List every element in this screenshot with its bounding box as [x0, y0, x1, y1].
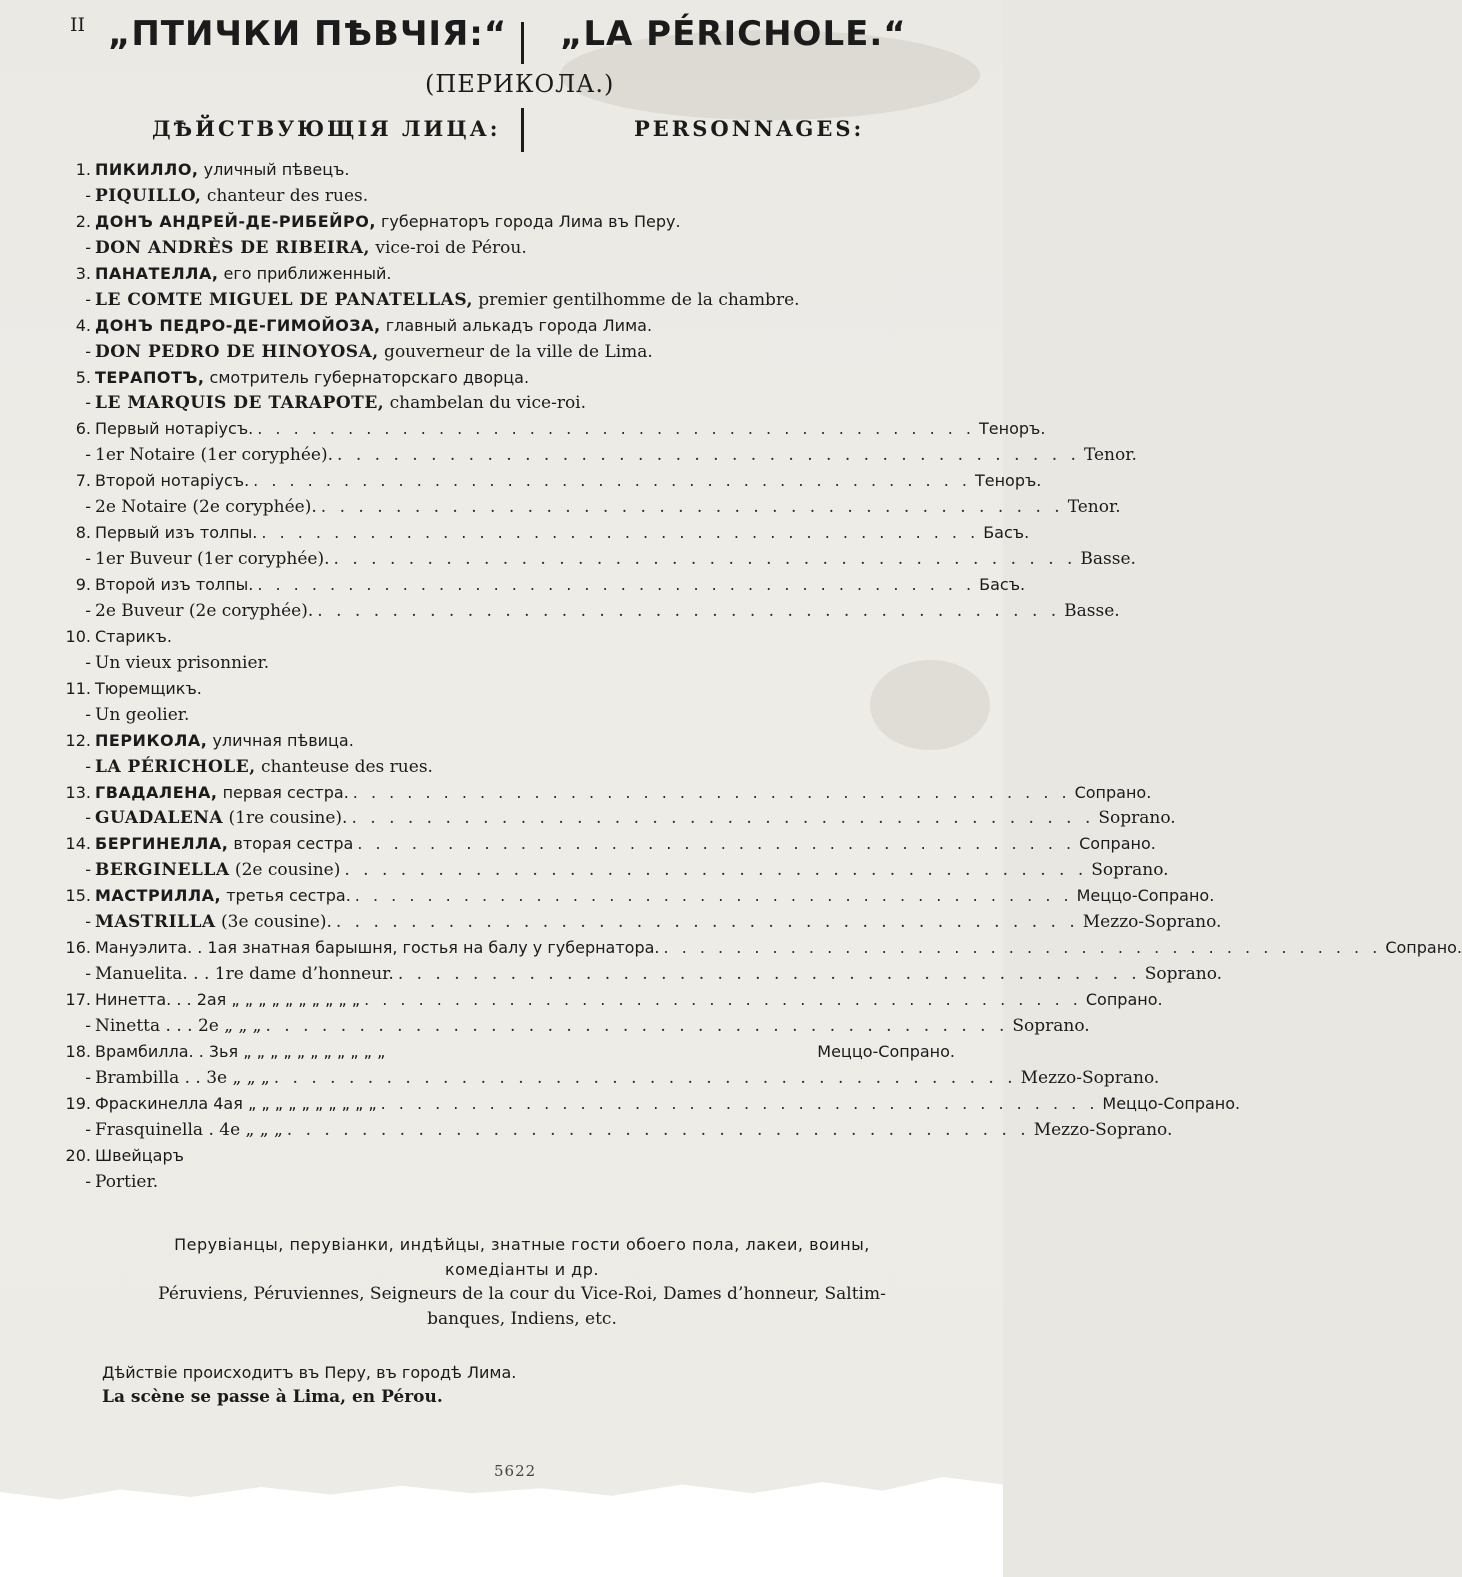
- cast-text: [95, 964, 394, 984]
- cast-number: -: [85, 860, 91, 881]
- cast-number: 11.: [65, 678, 91, 698]
- cast-row: [60, 912, 1222, 938]
- voice-type: Сопрано.: [1074, 782, 1152, 802]
- cast-number: 9.: [75, 575, 91, 594]
- cast-row: [60, 1119, 1173, 1146]
- cast-text: [95, 886, 351, 905]
- cast-number: 2.: [75, 211, 91, 231]
- cast-list: [60, 160, 1462, 1198]
- character-description: Мануэлита. . 1ая знатная барышня, гостья на балу у губернатора.: [95, 938, 660, 958]
- character-description: (3e cousine).: [215, 912, 332, 933]
- character-name: ДОНЪ АНДРЕЙ-ДЕ-РИБЕЙРО,: [95, 211, 376, 231]
- voice-type: Сопрано.: [1085, 990, 1163, 1009]
- character-description: Un vieux prisonnier.: [95, 652, 270, 673]
- character-description: первая сестра.: [217, 782, 349, 802]
- cast-number: 3.: [75, 263, 91, 283]
- cast-row: [60, 549, 1136, 575]
- extras-ru-line2: комедіанты и др.: [445, 1260, 599, 1279]
- title-russian: „ПТИЧКИ ПѢВЧІЯ:“: [108, 14, 508, 54]
- cast-text: [95, 601, 313, 621]
- dot-leader: . . . . . . . . . . . . . . . . . . . . . . . . . . . . . . . . . . . . . . . .: [380, 1093, 1099, 1113]
- voice-type: Меццо-Сопрано.: [1076, 886, 1215, 906]
- cast-row: [60, 808, 1176, 834]
- cast-row: [60, 160, 955, 186]
- cast-row: [60, 964, 1223, 990]
- voice-type: Tenor.: [1083, 445, 1137, 466]
- cast-number: -: [85, 808, 91, 829]
- cast-row: [60, 600, 1120, 627]
- cast-text: [95, 471, 249, 490]
- character-description: gouverneur de la ville de Lima.: [378, 341, 653, 362]
- cast-number: -: [85, 1067, 91, 1088]
- cast-number: -: [85, 704, 91, 725]
- cast-number: -: [85, 289, 91, 310]
- character-description: Тюремщикъ.: [95, 678, 202, 698]
- cast-number: 6.: [75, 419, 91, 439]
- cast-text: [95, 212, 681, 231]
- cast-number: -: [85, 1015, 91, 1036]
- scene-note: [102, 1360, 516, 1410]
- character-name: PIQUILLO,: [95, 185, 202, 206]
- cast-text: [95, 523, 257, 542]
- cast-text: [95, 860, 340, 880]
- cast-text: [95, 160, 350, 179]
- character-description: его приближенный.: [218, 263, 392, 283]
- character-description: уличный пѣвецъ.: [198, 160, 350, 179]
- cast-row: [60, 316, 955, 342]
- cast-text: [95, 627, 172, 646]
- print-number: 5622: [494, 1462, 537, 1480]
- heading-divider: [521, 108, 524, 152]
- cast-row: [60, 860, 1169, 886]
- cast-number: 16.: [65, 938, 91, 958]
- cast-text: [95, 938, 660, 957]
- extras-ru-line1: Перувіанцы, перувіанки, индѣйцы, знатные гости обоего пола, лакеи, воины,: [174, 1235, 870, 1254]
- dot-leader: . . . . . . . . . . . . . . . . . . . . . . . . . . . . . . . . . . . . . . . .: [352, 782, 1071, 802]
- voice-type: Сопрано.: [1385, 938, 1462, 958]
- scene-note-russian: Дѣйствіе происходитъ въ Перу, въ городѣ Лима.: [102, 1363, 517, 1382]
- cast-row: [60, 627, 955, 653]
- cast-number: -: [85, 652, 91, 673]
- character-name: DON ANDRÈS DE RIBEIRA,: [95, 237, 370, 258]
- dot-leader: . . . . . . . . . . . . . . . . . . . . . . . . . . . . . . . . . . . . . . . .: [273, 1067, 1017, 1088]
- cast-row: [60, 368, 955, 394]
- character-description: vice-roi de Pérou.: [369, 237, 527, 258]
- cast-text: [95, 393, 586, 413]
- dot-leader: . . . . . . . . . . . . . . . . . . . . . . . . . . . . . . . . . . . . . . . .: [257, 575, 976, 594]
- character-description: Второй нотаріусъ.: [95, 471, 250, 491]
- character-description: chanteur des rues.: [201, 185, 369, 206]
- cast-row: [60, 757, 955, 783]
- cast-number: -: [85, 756, 91, 777]
- page-roman-numeral: II: [70, 14, 86, 36]
- cast-text: [95, 731, 354, 750]
- character-description: 2e Notaire (2e coryphée).: [95, 497, 317, 518]
- voice-type: Soprano.: [1012, 1015, 1090, 1036]
- cast-text: [95, 912, 332, 932]
- cast-text: [95, 1068, 270, 1088]
- cast-row: [60, 782, 1152, 809]
- cast-row: [60, 342, 955, 368]
- dot-leader: . . . . . . . . . . . . . . . . . . . . . . . . . . . . . . . . . . . . . . . .: [344, 860, 1088, 881]
- cast-text: [95, 238, 527, 258]
- cast-text: [95, 834, 353, 853]
- character-description: уличная пѣвица.: [207, 730, 354, 750]
- character-description: premier gentilhomme de la chambre.: [472, 289, 800, 310]
- character-description: chanteuse des rues.: [255, 756, 433, 777]
- cast-number: -: [85, 912, 91, 933]
- cast-number: 1.: [75, 160, 91, 179]
- dot-leader: . . . . . . . . . . . . . . . . . . . . . . . . . . . . . . . . . . . . . . . .: [364, 990, 1082, 1009]
- voice-type: Soprano.: [1144, 964, 1223, 985]
- voice-type: Сопрано.: [1079, 834, 1156, 854]
- cast-row: [60, 1146, 955, 1172]
- cast-text: [95, 316, 652, 335]
- cast-row: [60, 731, 955, 757]
- cast-number: 14.: [65, 834, 91, 854]
- cast-text: [95, 757, 433, 777]
- cast-number: -: [85, 185, 91, 206]
- title-divider: [521, 22, 524, 64]
- dot-leader: . . . . . . . . . . . . . . . . . . . . . . . . . . . . . . . . . . . . . . . .: [320, 497, 1064, 518]
- cast-row: [60, 1067, 1160, 1094]
- cast-row: [60, 238, 955, 264]
- character-name: ПЕРИКОЛА,: [95, 730, 208, 750]
- dot-leader: . . . . . . . . . . . . . . . . . . . . . . . . . . . . . . . . . . . . . . . .: [354, 886, 1073, 906]
- cast-text: [95, 290, 800, 310]
- cast-text: [95, 342, 653, 362]
- character-name: БЕРГИНЕЛЛА,: [95, 834, 229, 854]
- voice-type: Mezzo-Soprano.: [1020, 1067, 1160, 1088]
- cast-row: [60, 445, 1137, 471]
- character-description: Врамбилла. . 3ья „ „ „ „ „ „ „ „ „ „ „: [95, 1041, 386, 1061]
- character-name: BERGINELLA: [95, 860, 230, 881]
- character-description: Un geolier.: [95, 704, 190, 725]
- character-name: ПАНАТЕЛЛА,: [95, 263, 219, 283]
- character-description: Старикъ.: [95, 626, 172, 646]
- cast-row: [60, 679, 955, 705]
- dot-leader: . . . . . . . . . . . . . . . . . . . . . . . . . . . . . . . . . . . . . . . .: [663, 938, 1382, 958]
- cast-text: [95, 186, 368, 206]
- cast-number: 7.: [75, 471, 91, 491]
- dot-leader: . . . . . . . . . . . . . . . . . . . . . . . . . . . . . . . . . . . . . . . .: [265, 1015, 1009, 1036]
- cast-row: [60, 419, 1046, 445]
- voice-type: Басъ.: [983, 523, 1030, 543]
- character-name: ГВАДАЛЕНА,: [95, 782, 218, 802]
- character-description: третья сестра.: [221, 886, 351, 906]
- cast-text: [95, 1120, 283, 1140]
- character-name: GUADALENA: [95, 808, 224, 829]
- character-description: Фраскинелла 4ая „ „ „ „ „ „ „ „ „ „: [95, 1093, 377, 1113]
- cast-text: [95, 808, 347, 828]
- cast-text: [95, 783, 349, 802]
- cast-number: -: [85, 341, 91, 362]
- cast-text: [95, 368, 529, 387]
- voice-type: Soprano.: [1098, 808, 1176, 829]
- cast-text: [95, 653, 269, 673]
- cast-row: [60, 393, 955, 419]
- cast-number: -: [85, 393, 91, 414]
- character-description: Portier.: [95, 1171, 159, 1192]
- character-description: Frasquinella . 4e „ „ „: [95, 1119, 283, 1140]
- character-description: Нинетта. . . 2ая „ „ „ „ „ „ „ „ „ „: [95, 990, 361, 1009]
- voice-type: Меццо-Сопрано.: [1102, 1093, 1241, 1113]
- cast-row: [60, 990, 1163, 1016]
- cast-text: [95, 1016, 261, 1036]
- voice-type: Soprano.: [1091, 860, 1169, 881]
- cast-number: 15.: [65, 886, 91, 906]
- extras-block: [98, 1232, 946, 1332]
- cast-row: [60, 575, 1026, 601]
- cast-text: [95, 1172, 158, 1192]
- cast-text: [95, 1094, 377, 1113]
- dot-leader: . . . . . . . . . . . . . . . . . . . . . . . . . . . . . . . . . . . . . . . .: [357, 834, 1076, 854]
- character-description: смотритель губернаторскаго дворца.: [204, 367, 530, 387]
- character-description: Первый нотаріусъ.: [95, 419, 254, 439]
- cast-row: [60, 1015, 1090, 1042]
- character-description: 1er Buveur (1er coryphée).: [95, 549, 330, 570]
- dot-leader: . . . . . . . . . . . . . . . . . . . . . . . . . . . . . . . . . . . . . . . .: [286, 1119, 1030, 1140]
- cast-text: [95, 990, 360, 1009]
- character-name: DON PEDRO DE HINOYOSA,: [95, 341, 379, 362]
- cast-row: [60, 186, 955, 212]
- character-description: Первый изъ толпы.: [95, 523, 258, 543]
- dot-leader: . . . . . . . . . . . . . . . . . . . . . . . . . . . . . . . . . . . . . . . .: [257, 419, 976, 439]
- dot-leader: . . . . . . . . . . . . . . . . . . . . . . . . . . . . . . . . . . . . . . . .: [335, 912, 1079, 933]
- character-description: chambelan du vice-roi.: [384, 393, 587, 414]
- extras-fr-line1: Péruviens, Péruviennes, Seigneurs de la cour du Vice-Roi, Dames d’honneur, Saltim-: [158, 1284, 886, 1304]
- cast-row: [60, 938, 1462, 964]
- voice-type: Меццо-Сопрано.: [817, 1041, 955, 1061]
- character-description: вторая сестра: [228, 834, 354, 854]
- cast-text: [95, 679, 202, 698]
- cast-row: [60, 1042, 955, 1068]
- cast-number: -: [85, 964, 91, 985]
- character-description: Второй изъ толпы.: [95, 575, 254, 594]
- character-name: MASTRILLA: [95, 912, 216, 933]
- cast-row: [60, 886, 1215, 912]
- cast-number: 20.: [65, 1145, 91, 1165]
- cast-text: [95, 497, 317, 517]
- voice-type: Tenor.: [1067, 497, 1121, 518]
- character-description: губернаторъ города Лима въ Перу.: [375, 211, 681, 231]
- cast-text: [95, 549, 330, 569]
- character-description: главный алькадъ города Лима.: [380, 315, 653, 335]
- cast-number: 13.: [65, 782, 91, 802]
- cast-row: [60, 1172, 955, 1198]
- cast-number: 8.: [75, 523, 91, 543]
- dot-leader: . . . . . . . . . . . . . . . . . . . . . . . . . . . . . . . . . . . . . . . .: [337, 445, 1080, 466]
- cast-row: [60, 471, 1042, 497]
- character-name: ПИКИЛЛО,: [95, 160, 199, 179]
- extras-fr-line2: banques, Indiens, etc.: [427, 1309, 617, 1329]
- cast-number: -: [85, 600, 91, 621]
- voice-type: Basse.: [1080, 549, 1136, 570]
- cast-text: [95, 705, 189, 725]
- dot-leader: . . . . . . . . . . . . . . . . . . . . . . . . . . . . . . . . . . . . . . . .: [317, 600, 1061, 621]
- dot-leader: . . . . . . . . . . . . . . . . . . . . . . . . . . . . . . . . . . . . . . . .: [397, 964, 1141, 985]
- cast-number: 10.: [65, 626, 91, 646]
- scene-note-french: La scène se passe à Lima, en Pérou.: [102, 1387, 443, 1407]
- cast-text: [95, 419, 253, 438]
- character-name: LA PÉRICHOLE,: [95, 756, 256, 777]
- character-description: Manuelita. . . 1re dame d’honneur.: [95, 964, 394, 985]
- characters-heading-french: PERSONNAGES:: [634, 116, 865, 141]
- character-description: Ninetta . . . 2e „ „ „: [95, 1015, 262, 1036]
- cast-number: 4.: [75, 315, 91, 335]
- cast-row: [60, 705, 955, 731]
- character-name: ТЕРАПОТЪ,: [95, 367, 205, 387]
- voice-type: Basse.: [1064, 600, 1120, 621]
- cast-row: [60, 834, 1156, 860]
- cast-number: -: [85, 1171, 91, 1192]
- voice-type: Теноръ.: [979, 419, 1046, 439]
- cast-row: [60, 523, 1030, 549]
- cast-text: [95, 264, 391, 283]
- character-name: LE COMTE MIGUEL DE PANATELLAS,: [95, 289, 473, 310]
- character-description: 2e Buveur (2e coryphée).: [95, 600, 314, 621]
- cast-number: -: [85, 549, 91, 570]
- cast-row: [60, 1093, 1241, 1120]
- subtitle: (ПЕРИКОЛА.): [425, 70, 615, 98]
- voice-type: Теноръ.: [974, 471, 1042, 491]
- character-name: LE MARQUIS DE TARAPOTE,: [95, 393, 385, 414]
- cast-text: [95, 575, 253, 594]
- cast-row: [60, 212, 955, 238]
- cast-row: [60, 290, 955, 316]
- voice-type: Басъ.: [979, 575, 1026, 594]
- cast-text: [95, 1146, 184, 1165]
- cast-number: -: [85, 1119, 91, 1140]
- character-description: (2e cousine): [229, 860, 341, 881]
- cast-number: 17.: [65, 990, 91, 1009]
- character-description: Швейцаръ: [95, 1145, 184, 1165]
- character-description: 1er Notaire (1er coryphée).: [95, 445, 334, 466]
- voice-type: Mezzo-Soprano.: [1033, 1119, 1173, 1140]
- cast-row: [60, 264, 955, 290]
- cast-number: 19.: [65, 1093, 91, 1113]
- cast-number: -: [85, 497, 91, 518]
- cast-text: [95, 445, 333, 465]
- cast-number: 18.: [65, 1041, 91, 1061]
- voice-type: Mezzo-Soprano.: [1082, 912, 1222, 933]
- dot-leader: . . . . . . . . . . . . . . . . . . . . . . . . . . . . . . . . . . . . . . . .: [261, 523, 980, 543]
- character-name: ДОНЪ ПЕДРО-ДЕ-ГИМОЙОЗА,: [95, 315, 381, 335]
- cast-number: -: [85, 445, 91, 466]
- cast-row: [60, 497, 1121, 523]
- cast-number: -: [85, 237, 91, 258]
- cast-row: [60, 653, 955, 679]
- cast-text: [95, 1042, 385, 1061]
- dot-leader: . . . . . . . . . . . . . . . . . . . . . . . . . . . . . . . . . . . . . . . .: [253, 471, 971, 491]
- character-name: МАСТРИЛЛА,: [95, 886, 222, 906]
- characters-heading-russian: ДѢЙСТВУЮЩІЯ ЛИЦА:: [152, 116, 501, 141]
- title-french: „LA PÉRICHOLE.“: [560, 14, 907, 54]
- cast-number: 5.: [75, 367, 91, 387]
- character-description: (1re cousine).: [223, 808, 348, 829]
- dot-leader: . . . . . . . . . . . . . . . . . . . . . . . . . . . . . . . . . . . . . . . .: [351, 808, 1095, 829]
- cast-number: 12.: [65, 730, 91, 750]
- dot-leader: . . . . . . . . . . . . . . . . . . . . . . . . . . . . . . . . . . . . . . . .: [333, 549, 1077, 570]
- character-description: Brambilla . . 3e „ „ „: [95, 1067, 270, 1088]
